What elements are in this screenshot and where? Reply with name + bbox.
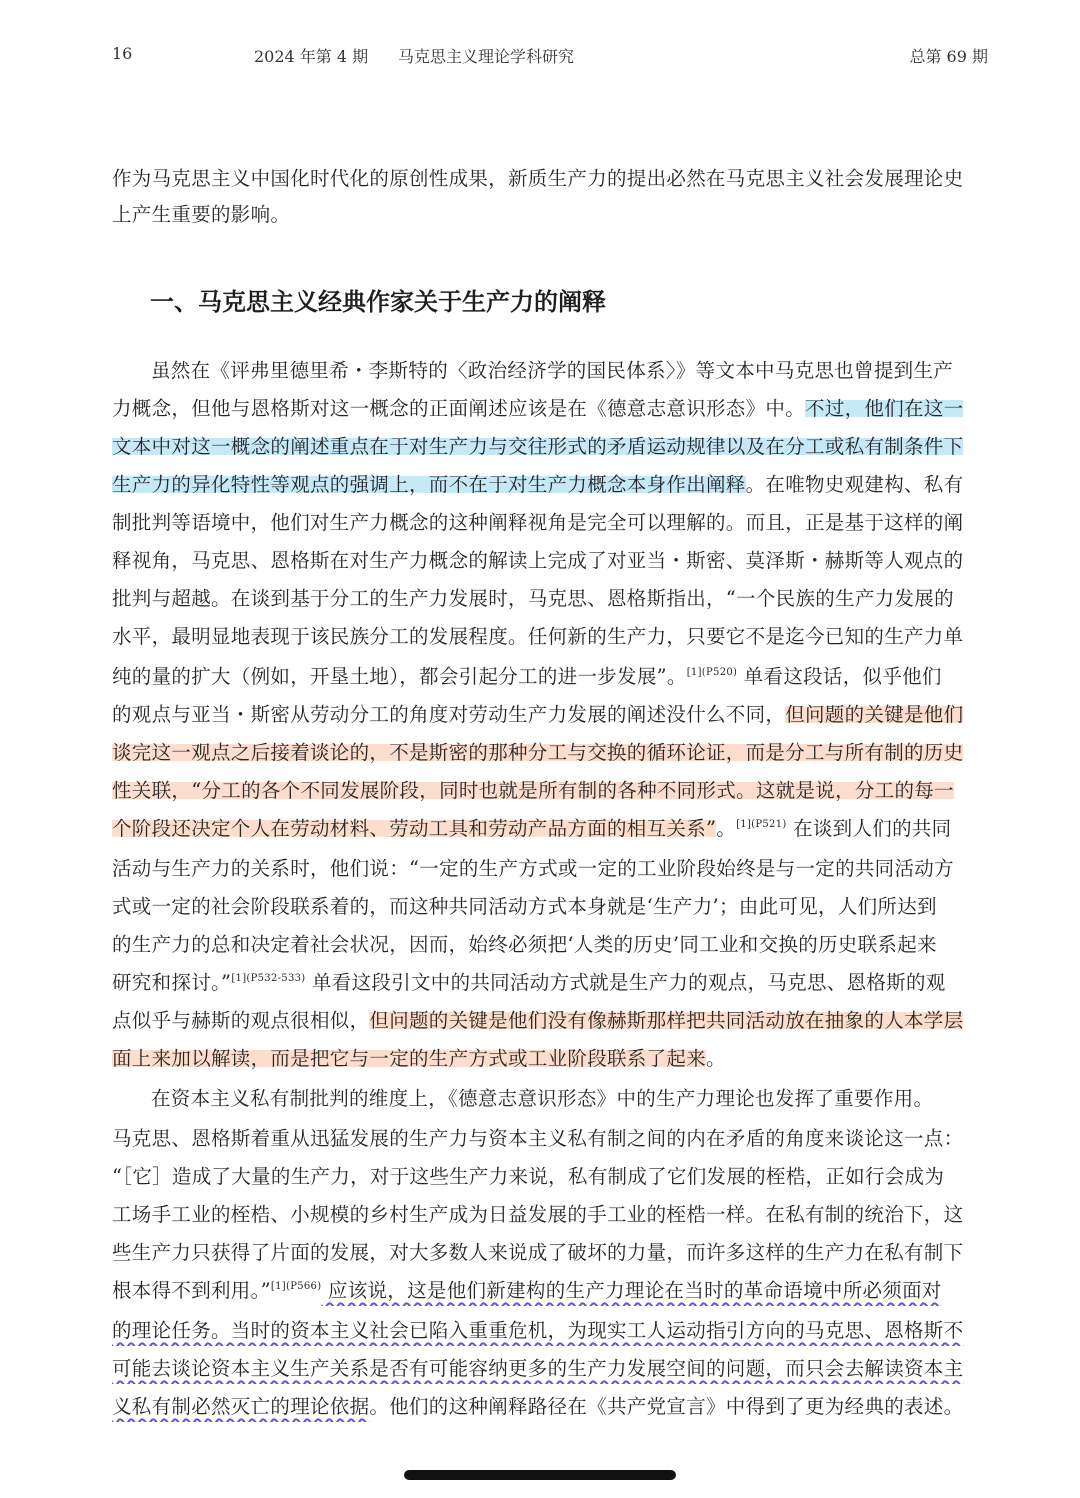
issue-label: 2024 年第 4 期 (254, 47, 369, 66)
highlight-blue: 生产力的异化特性等观点的强调上，而不在于对生产力概念本身作出阐释 (112, 473, 746, 496)
body-line: 虽然在《评弗里德里希・李斯特的〈政治经济学的国民体系〉》等文本中马克思也曾提到生产 (151, 359, 954, 382)
section-heading: 一、马克思主义经典作家关于生产力的阐释 (150, 288, 606, 316)
body-line: 些生产力只获得了片面的发展，对大多数人来说成了破坏的力量，而许多这样的生产力在私有制下 (112, 1241, 964, 1264)
page-header (112, 44, 988, 72)
total-issue-label: 总第 69 期 (909, 47, 988, 66)
body-line: 的生产力的总和决定着社会状况，因而，始终必须把‘人类的历史’同工业和交换的历史联系起来 (112, 933, 937, 956)
body-line: 根本得不到利用。”$^{[1](P566)}$ 应该说，这是他们新建构的生产力理论在当时的革命语境中所必须面对 (112, 1279, 942, 1302)
citation: [1](P520) (686, 667, 738, 678)
wavy-underline: 义私有制必然灭亡的理论依据 (112, 1395, 370, 1418)
body-line: 纯的量的扩大（例如，开垦土地），都会引起分工的进一步发展”。$^{[1](P520)}$ 单看这段话，似乎他们 (112, 665, 942, 688)
highlight-orange: 谈完这一观点之后接着谈论的，不是斯密的那种分工与交换的循环论证，而是分工与所有制的历史 (112, 741, 964, 764)
body-line: 在资本主义私有制批判的维度上，《德意志意识形态》中的生产力理论也发挥了重要作用。 (151, 1087, 934, 1110)
highlight-blue: 不过，他们在这一 (805, 397, 964, 420)
body-line (112, 1316, 988, 1346)
body-line: 工场手工业的桎梏、小规模的乡村生产成为日益发展的手工业的桎梏一样。在私有制的统治下，这 (112, 1203, 964, 1226)
home-indicator[interactable] (404, 1470, 676, 1480)
body-line (112, 1354, 988, 1384)
wavy-underline: 可能去谈论资本主义生产关系是否有可能容纳更多的生产力发展空间的问题，而只会去解读资本主 (112, 1357, 964, 1380)
highlight-orange: 个阶段还决定个人在劳动材料、劳动工具和劳动产品方面的相互关系” (112, 817, 717, 840)
intro-line: 上产生重要的影响。 (112, 203, 291, 226)
highlight-orange: 但问题的关键是他们 (785, 703, 964, 726)
highlight-blue: 文本中对这一概念的阐述重点在于对生产力与交往形式的矛盾运动规律以及在分工或私有制条件下 (112, 435, 964, 458)
body-line: 义私有制必然灭亡的理论依据。他们的这种阐释路径在《共产党宣言》中得到了更为经典的表述。 (112, 1395, 964, 1418)
body-line: 的观点与亚当・斯密从劳动分工的角度对劳动生产力发展的阐述没什么不同，但问题的关键是他们 (112, 703, 964, 726)
body-line: 活动与生产力的关系时，他们说：“一定的生产方式或一定的工业阶段始终是与一定的共同活动方 (112, 857, 954, 880)
body-line: 点似乎与赫斯的观点很相似，但问题的关键是他们没有像赫斯那样把共同活动放在抽象的人本学层 (112, 1009, 964, 1032)
highlight-orange: 性关联，“分工的各个不同发展阶段，同时也就是所有制的各种不同形式。这就是说，分工的每一 (112, 779, 954, 802)
body-line: “［它］造成了大量的生产力，对于这些生产力来说，私有制成了它们发展的桎梏，正如行会成为 (112, 1165, 945, 1188)
body-line: 水平，最明显地表现于该民族分工的发展程度。任何新的生产力，只要它不是迄今已知的生产力单 (112, 625, 964, 648)
highlight-orange: 但问题的关键是他们没有像赫斯那样把共同活动放在抽象的人本学层 (369, 1009, 964, 1032)
body-line: 面上来加以解读，而是把它与一定的生产方式或工业阶段联系了起来。 (112, 1047, 726, 1070)
wavy-underline: 应该说，这是他们新建构的生产力理论在当时的革命语境中所必须面对 (321, 1279, 942, 1302)
intro-line: 作为马克思主义中国化时代化的原创性成果，新质生产力的提出必然在马克思主义社会发展理论史 (112, 167, 964, 190)
body-line: 力概念，但他与恩格斯对这一概念的正面阐述应该是在《德意志意识形态》中。不过，他们在这一 (112, 397, 964, 420)
citation: [1](P521) (736, 819, 787, 830)
body-line (112, 738, 988, 768)
wavy-underline: 的理论任务。当时的资本主义社会已陷入重重危机，为现实工人运动指引方向的马克思、恩格斯不 (112, 1319, 964, 1342)
body-line: 生产力的异化特性等观点的强调上，而不在于对生产力概念本身作出阐释。在唯物史观建构、私有 (112, 473, 964, 496)
highlight-orange: 面上来加以解读，而是把它与一定的生产方式或工业阶段联系了起来 (112, 1047, 707, 1070)
citation: [1](P532-533) (231, 973, 306, 984)
body-line: 释视角，马克思、恩格斯在对生产力概念的解读上完成了对亚当・斯密、莫泽斯・赫斯等人观点的 (112, 549, 964, 572)
body-line: 个阶段还决定个人在劳动材料、劳动工具和劳动产品方面的相互关系”。$^{[1](P521)}$ 在谈到人们的共同 (112, 817, 952, 840)
citation: [1](P566) (270, 1281, 322, 1292)
page-number: 16 (112, 44, 133, 63)
body-line: 制批判等语境中，他们对生产力概念的这种阐释视角是完全可以理解的。而且，正是基于这样的阐 (112, 511, 964, 534)
body-line (112, 432, 988, 462)
body-line: 批判与超越。在谈到基于分工的生产力发展时，马克思、恩格斯指出，“一个民族的生产力发展的 (112, 587, 954, 610)
body-line: 马克思、恩格斯着重从迅猛发展的生产力与资本主义私有制之间的内在矛盾的角度来谈论这一点： (112, 1127, 964, 1150)
body-line: 研究和探讨。”$^{[1](P532-533)}$ 单看这段引文中的共同活动方式就是生产力的观点，马克思、恩格斯的观 (112, 971, 946, 994)
journal-title: 马克思主义理论学科研究 (398, 47, 575, 66)
body-line: 式或一定的社会阶段联系着的，而这种共同活动方式本身就是‘生产力’；由此可见，人们所达到 (112, 895, 937, 918)
body-line (112, 776, 988, 806)
